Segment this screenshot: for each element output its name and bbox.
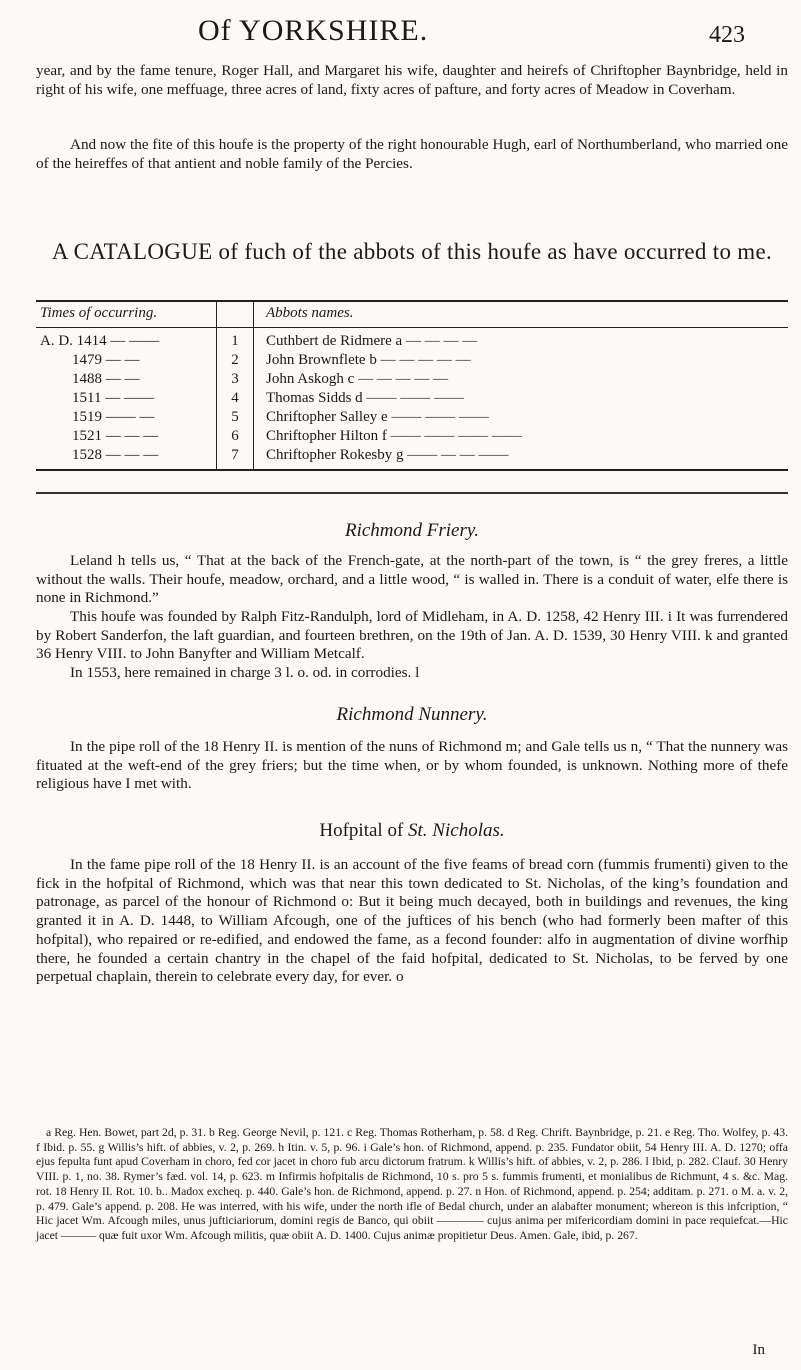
- table-row: [36, 370, 788, 389]
- hospital-heading: [36, 820, 788, 842]
- abbot-name-cell: [254, 408, 789, 427]
- leader-dashes: —— — — ——: [407, 447, 509, 463]
- ownership-paragraph: And now the fite of this houfe is the property of the right honourable Hugh, earl of Northumberland, who married one of the heireffes of that antient and noble family of the Percies.: [36, 136, 788, 172]
- footnotes: [36, 1126, 788, 1244]
- number-cell: 7: [217, 446, 254, 470]
- abbots-table: [36, 300, 788, 471]
- abbot-name: Chriftopher Salley e: [266, 409, 388, 425]
- abbot-name: Chriftopher Hilton f: [266, 428, 387, 444]
- abbot-name: Chriftopher Rokesby g: [266, 447, 404, 463]
- year-cell: 1519 —— —: [72, 409, 155, 425]
- table-row: [36, 446, 788, 470]
- friery-heading: Richmond Friery.: [344, 520, 480, 541]
- section-divider: [36, 492, 788, 494]
- table-row: [36, 351, 788, 370]
- abbot-name-cell: [254, 427, 789, 446]
- abbot-name-cell: [254, 389, 789, 408]
- hospital-paragraph: In the fame pipe roll of the 18 Henry II. is an account of the five feams of bread corn (fummis frumenti) given to the fick in the hofpital of Richmond, which was that near this town dedicated to St. Nicholas, of the king’s foundation and patronage, as parcel of the honour of Richmond o: But it being much decayed, both in buildings and revenues, the king granted it in A. D. 1448, to William Afcough, one of the juftices of his bench (who had formerly been mafter of this hofpital), who repaired or re-edified, and endowed the fame, as a fecond founder: alfo in augmentation of divine worfhip there, he founded a certain chantry in the chapel of the faid hofpital, dedicated to St. Nicholas, to be ferved by one perpetual chaplain, therein to celebrate every day, for ever. o: [36, 856, 788, 986]
- friery-paragraph-leland: Leland h tells us, “ That at the back of the French-gate, at the north-part of the town, is “ the grey freres, a little without the walls. Their houfe, meadow, orchard, and a little wood, “ is walled in. There is a conduit of water, elfe there is none in Richmond.”: [36, 552, 788, 607]
- leader-dashes: — — — —: [405, 333, 478, 349]
- hospital-heading-name: St. Nicholas.: [408, 820, 505, 841]
- catalogue-heading: A CATALOGUE of fuch of the abbots of this houfe as have occurred to me.: [51, 239, 773, 264]
- page-number: 423: [709, 22, 745, 48]
- year-cell: 1528 — — —: [36, 446, 217, 470]
- number-cell: 3: [217, 370, 254, 389]
- number-column-header: [217, 301, 254, 328]
- leader-dashes: —— —— —— ——: [390, 428, 522, 444]
- year-cell: 1488 — —: [72, 371, 140, 387]
- hospital-heading-prefix: Hofpital of: [319, 820, 409, 841]
- year-cell: 1521 — — —: [72, 428, 159, 444]
- abbot-name-cell: [254, 351, 789, 370]
- abbot-name-cell: [254, 370, 789, 389]
- number-cell: 4: [217, 389, 254, 408]
- footnotes-text: a Reg. Hen. Bowet, part 2d, p. 31. b Reg. George Nevil, p. 121. c Reg. Thomas Rotherham, p. 58. d Reg. Chrift. Baynbridge, p. 21. e Reg. Tho. Wolfey, p. 43. f Ibid. p. 55. g Willis’s hift. of abbies, v. 2, p. 269. h Itin. v. 5, p. 96. i Gale’s hon. of Richmond, append. p. 235. Fundator obiit, 54 Henry III. A. D. 1270; offa ejus fepulta funt apud Coverham in choro, fed cor jacet in choro fub arcu dictorum fratrum. k Willis’s hift. of abbies, v. 2, p. 286. l Ibid, p. 282. Clauf. 30 Henry VIII. p. 1, no. 38. Rymer’s fæd. vol. 14, p. 623. m Infirmis hofpitalis de Richmond, 10 s. pro 5 s. fummis frumenti, et monialibus de Richmunt, 4 s. &c. Mag. rot. 18 Henry II. Rot. 10. b.. Madox excheq. p. 440. Gale’s hon. de Richmond, append. p. 27. n Hon. of Richmond, append. p. 254; additam. p. 271. o M. a. v. 2, p. 479. Gale’s append. p. 208. He was interred, with his wife, under the north ifle of Bedal church, under an alabafter monument; whereon is this infcription, “ Hic jacet Wm. Afcough miles, unus jufticiariorum, domini regis de Banco, qui obiit ———— cujus anima per mifericordiam domini in pace requiefcat.—Hic jacet ——— quæ fuit uxor Wm. Afcough militis, quæ obiit A. D. 1400. Cujus animæ propitietur Deus. Amen. Gale, ibid, p. 267.: [36, 1126, 788, 1242]
- abbot-name-cell: [254, 328, 789, 352]
- number-cell: 2: [217, 351, 254, 370]
- abbot-name: Thomas Sidds d: [266, 390, 363, 406]
- friery-paragraph-foundation: This houfe was founded by Ralph Fitz-Randulph, lord of Midleham, in A. D. 1258, 42 Henry III. i It was furrendered by Robert Sanderfon, the laft guardian, and fourteen brethren, on the 19th of Jan. A. D. 1539, 30 Henry VIII. k and granted 36 Henry VIII. to John Banyfter and William Metcalf.: [36, 608, 788, 663]
- running-title: Of YORKSHIRE.: [198, 14, 429, 47]
- leader-dashes: —— —— ——: [366, 390, 464, 406]
- intro-paragraph: year, and by the fame tenure, Roger Hall, and Margaret his wife, daughter and heirefs of Chriftopher Baynbridge, held in right of his wife, one meffuage, three acres of land, fixty acres of pafture, and forty acres of Meadow in Coverham.: [36, 62, 788, 98]
- table-row: [36, 427, 788, 446]
- leader-dashes: — — — — —: [380, 352, 471, 368]
- year-cell: 1479 — —: [72, 352, 140, 368]
- times-column-header: Times of occurring.: [36, 301, 217, 328]
- table-row: [36, 408, 788, 427]
- number-cell: 5: [217, 408, 254, 427]
- leader-dashes: — — — — —: [358, 371, 449, 387]
- abbot-name: Cuthbert de Ridmere a: [266, 333, 403, 349]
- nunnery-heading: Richmond Nunnery.: [336, 704, 488, 725]
- catchword: In: [752, 1342, 765, 1358]
- number-cell: 1: [217, 328, 254, 352]
- number-cell: 6: [217, 427, 254, 446]
- friery-paragraph-corrodies: In 1553, here remained in charge 3 l. o. od. in corrodies. l: [70, 664, 420, 681]
- nunnery-paragraph: In the pipe roll of the 18 Henry II. is mention of the nuns of Richmond m; and Gale tells us n, “ That the nunnery was fituated at the weft-end of the grey friers; but the time when, or by whom founded, is unknown. Nothing more of thefe religious have I met with.: [36, 738, 788, 793]
- table-row: [36, 328, 788, 352]
- leader-dashes: —— —— ——: [391, 409, 489, 425]
- abbot-name-cell: [254, 446, 789, 470]
- abbots-column-header: Abbots names.: [254, 301, 789, 328]
- abbot-name: John Brownflete b: [266, 352, 377, 368]
- year-cell: 1511 — ——: [72, 390, 154, 406]
- running-header: [0, 14, 801, 64]
- table-row: [36, 389, 788, 408]
- abbot-name: John Askogh c: [266, 371, 355, 387]
- year-cell: A. D. 1414 — ——: [40, 333, 160, 349]
